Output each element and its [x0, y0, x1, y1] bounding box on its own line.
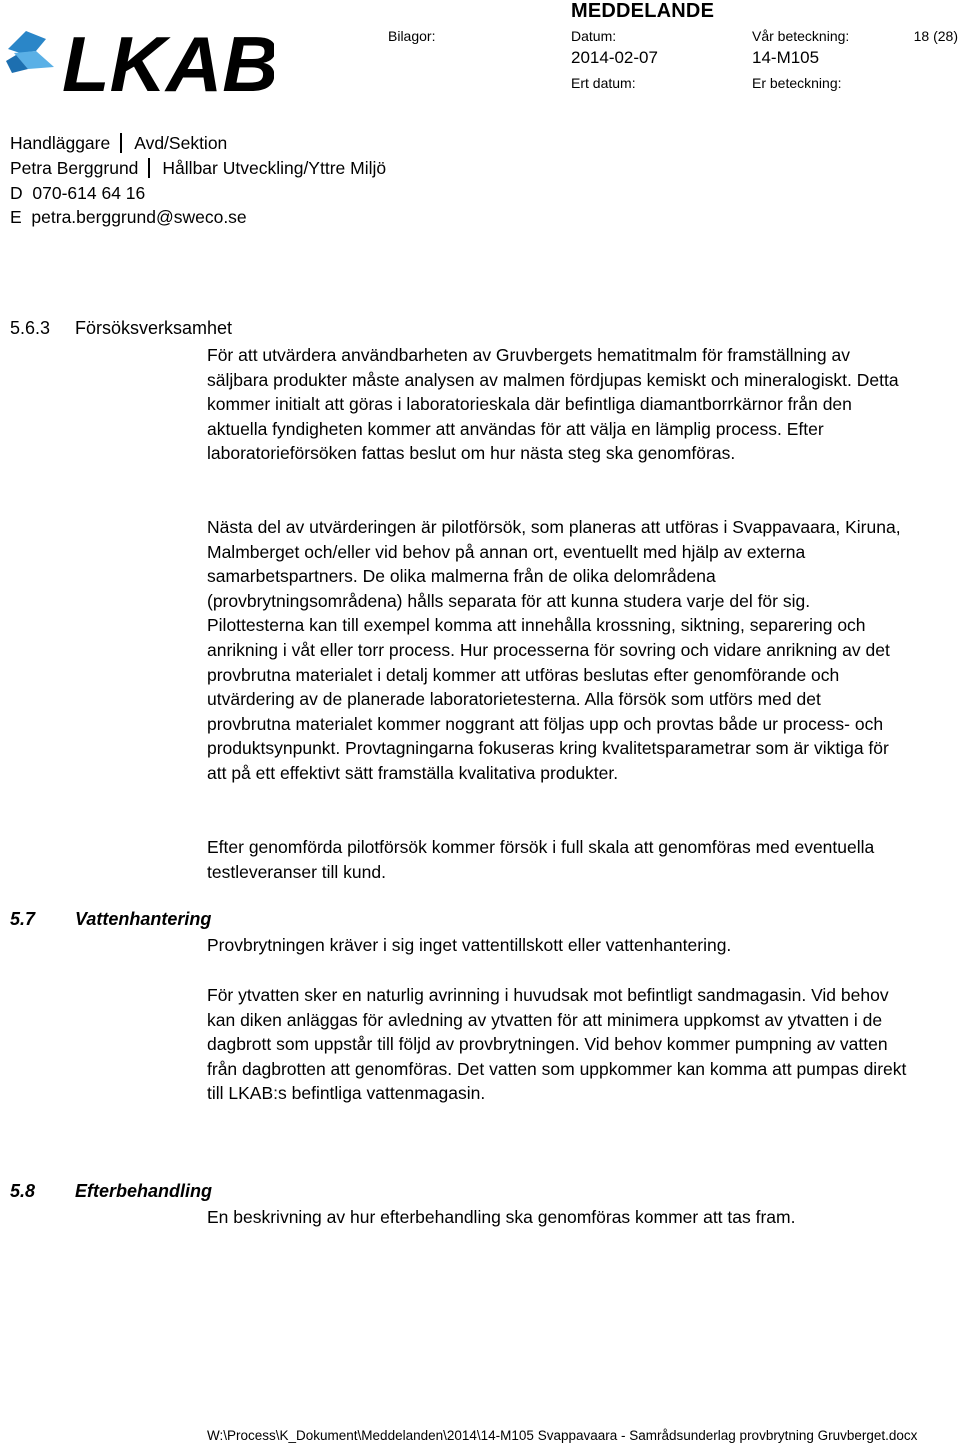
er-beteckning-label: Er beteckning: — [752, 75, 842, 91]
handlaggare-label: Handläggare — [10, 133, 111, 153]
section-58-para-1 — [207, 1205, 907, 1230]
paragraph-text: För att utvärdera användbarheten av Gruvbergets hematitmalm för framställning av säljbara produkter måste analysen av malmen fördjupas kemiskt och mineralogiskt. Detta kommer initialt att göras i laboratorieskala där befintliga diamantborrkärnor från den aktuella fyndigheten kommer att användas för att välja en lämplig process. Efter laboratorieförsöken fattas beslut om hur nästa steg ska genomföras. — [207, 345, 899, 464]
section-57-number: 5.7 — [10, 909, 36, 929]
var-beteckning-value: 14-M105 — [752, 48, 820, 67]
contact-header-row — [10, 133, 227, 154]
section-57-para-1 — [207, 933, 907, 958]
ert-datum-label: Ert datum: — [571, 75, 636, 91]
section-57-para-2 — [207, 983, 907, 1106]
email-prefix: E — [10, 207, 22, 227]
avd-label: Avd/Sektion — [134, 133, 228, 153]
footer-file-path: W:\Process\K_Dokument\Meddelanden\2014\14-M105 Svappavaara - Samrådsunderlag provbrytning Gruvberget.docx — [207, 1428, 918, 1443]
bilagor-label: Bilagor: — [388, 28, 436, 44]
paragraph-text: Nästa del av utvärderingen är pilotförsök, som planeras att utföras i Svappavaara, Kiruna, Malmberget och/eller vid behov på annan ort, eventuellt med hjälp av externa samarbetspartners. De olika malmerna från de olika delområdena (provbrytningsområdena) hålls separata för att kunna studera varje del för sig. Pilottesterna kan till exempel komma att innehålla krossning, siktning, separering och anrikning i våt eller torr process. Hur processerna för sovring och vidare anrikning av det provbrutna materialet i detalj kommer att utföras beslutas efter genomförande och utvärdering av de planerade laboratorietesterna. Alla försök som utförs med det provbrutna materialet kommer noggrant att följas upp och provtas både ur process- och produktsynpunkt. Provtagningarna fokuseras kring kvalitetsparametrar som är viktiga för att på ett effektivt sätt framställa kvalitativa produkter. — [207, 517, 901, 783]
document-type: MEDDELANDE — [571, 0, 715, 22]
section-563-para-1 — [207, 343, 907, 466]
datum-value: 2014-02-07 — [571, 48, 658, 67]
logo-text: LKAB — [62, 27, 274, 95]
paragraph-text: En beskrivning av hur efterbehandling ska genomföras kommer att tas fram. — [207, 1207, 796, 1227]
paragraph-text: Provbrytningen kräver i sig inget vattentillskott eller vattenhantering. — [207, 935, 732, 955]
contact-department: Hållbar Utveckling/Yttre Miljö — [162, 158, 387, 178]
page-number: 18 (28) — [913, 28, 958, 44]
section-58-title: Efterbehandling — [75, 1181, 213, 1201]
section-563-para-2 — [207, 515, 907, 786]
phone-prefix: D — [10, 183, 23, 203]
datum-label: Datum: — [571, 28, 617, 44]
contact-name: Petra Berggrund — [10, 158, 139, 178]
separator — [148, 158, 150, 178]
contact-email: petra.berggrund@sweco.se — [31, 207, 247, 227]
separator — [120, 133, 122, 153]
section-563-number: 5.6.3 — [10, 318, 51, 338]
section-563-para-3 — [207, 835, 907, 884]
var-beteckning-label: Vår beteckning: — [752, 28, 850, 44]
contact-values-row — [10, 158, 386, 179]
contact-phone: 070-614 64 16 — [32, 183, 146, 203]
contact-email-row — [10, 207, 247, 228]
contact-phone-row — [10, 183, 145, 204]
paragraph-text: Efter genomförda pilotförsök kommer försök i full skala att genomföras med eventuella testleveranser till kund. — [207, 837, 875, 882]
paragraph-text: För ytvatten sker en naturlig avrinning i huvudsak mot befintligt sandmagasin. Vid behov kan diken anläggas för avledning av ytvatten för att minimera uppkomst av ytvatten i de dagbrott som uppstår till följd av provbrytningen. Vid behov kommer pumpning av vatten från dagbrotten att genomföras. Det vatten som uppkommer kan komma att pumpas direkt till LKAB:s befintliga vattenmagasin. — [207, 985, 907, 1104]
section-57-title: Vattenhantering — [75, 909, 212, 929]
lkab-logo — [6, 27, 274, 95]
section-58-number: 5.8 — [10, 1181, 36, 1201]
section-563-title: Försöksverksamhet — [75, 318, 233, 338]
